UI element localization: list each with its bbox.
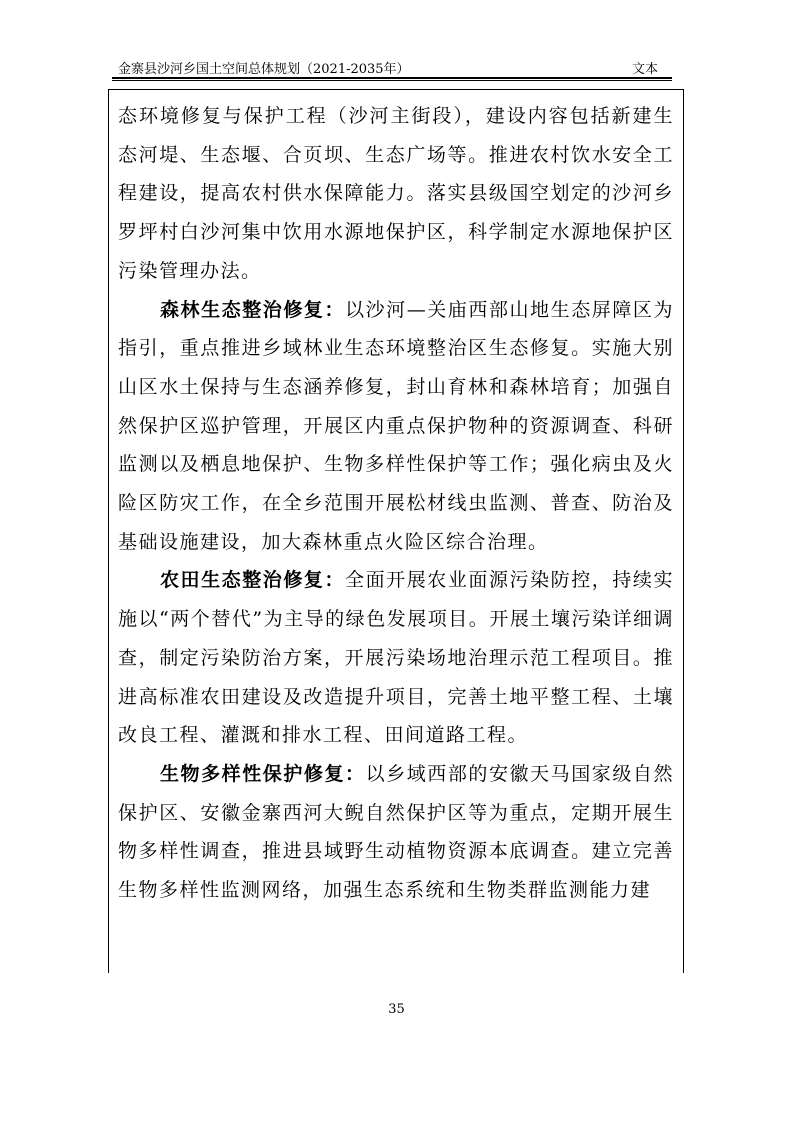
header-rule-thin bbox=[112, 80, 672, 81]
heading-forest: 森林生态整治修复： bbox=[160, 298, 346, 321]
paragraph-farmland bbox=[118, 561, 674, 755]
header-title: 金寨县沙河乡国土空间总体规划（2021-2035年） bbox=[118, 62, 410, 77]
header-rule-thick bbox=[112, 77, 672, 79]
page-number: 35 bbox=[388, 1002, 405, 1017]
heading-farmland: 农田生态整治修复： bbox=[160, 569, 346, 592]
paragraph-biodiversity bbox=[118, 755, 674, 910]
heading-biodiversity: 生物多样性保护修复： bbox=[160, 762, 366, 785]
text-biodiversity: 以乡域西部的安徽天马国家级自然保护区、安徽金寨西河大鲵自然保护区等为重点，定期开展生物多样性调查，推进县域野生动植物资源本底调查。建立完善生物多样性监测网络，加强生态系统和生物类群监测能力建 bbox=[118, 762, 674, 902]
paragraph-forest bbox=[118, 291, 674, 562]
page-header bbox=[112, 56, 672, 78]
header-doc-type: 文本 bbox=[631, 62, 658, 77]
text-farmland: 全面开展农业面源污染防控，持续实施以“两个替代”为主导的绿色发展项目。开展土壤污染详细调查，制定污染防治方案，开展污染场地治理示范工程项目。推进高标准农田建设及改造提升项目，完善土地平整工程、土壤改良工程、灌溉和排水工程、田间道路工程。 bbox=[118, 569, 674, 747]
paragraph-continuation: 态环境修复与保护工程（沙河主街段），建设内容包括新建生态河堤、生态堰、合页坝、生态广场等。推进农村饮水安全工程建设，提高农村供水保障能力。落实县级国空划定的沙河乡罗坪村白沙河集中饮用水源地保护区，科学制定水源地保护区污染管理办法。 bbox=[118, 105, 674, 282]
text-forest: 以沙河—关庙西部山地生态屏障区为指引，重点推进乡域林业生态环境整治区生态修复。实施大别山区水土保持与生态涵养修复，封山育林和森林培育；加强自然保护区巡护管理，开展区内重点保护物种的资源调查、科研监测以及栖息地保护、生物多样性保护等工作；强化病虫及火险区防灾工作，在全乡范围开展松材线虫监测、普查、防治及基础设施建设，加大森林重点火险区综合治理。 bbox=[118, 298, 674, 553]
body-content bbox=[118, 97, 674, 910]
